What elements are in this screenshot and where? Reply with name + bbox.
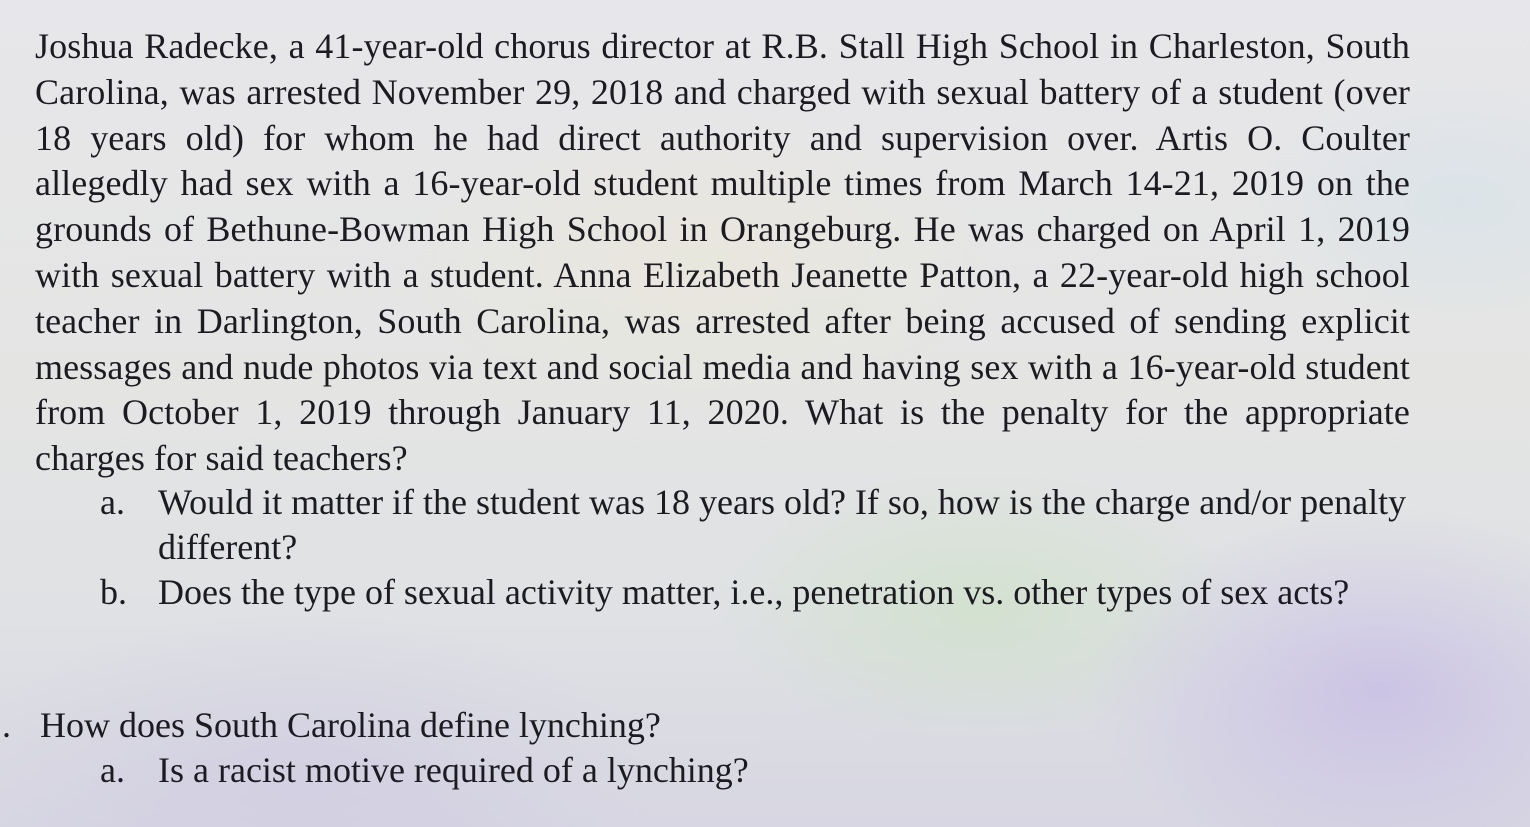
question-2-subquestion-a-letter: a. [100, 750, 125, 790]
subquestion-a-letter: a. [100, 482, 125, 522]
subquestion-b-text: Does the type of sexual activity matter, i.e., penetration vs. other types of sex acts? [158, 572, 1350, 612]
question-1-paragraph: Joshua Radecke, a 41-year-old chorus director at R.B. Stall High School in Charleston, South Carolina, was arrested November 29, 2018 and charged with sexual battery of a student (over 18 years old) for whom he had direct authority and supervision over. Artis O. Coulter allegedly had sex with a 16-year-old student multiple times from March 14-21, 2019 on the grounds of Bethune-Bowman High School in Orangeburg. He was charged on April 1, 2019 with sexual battery with a student. Anna Elizabeth Jeanette Patton, a 22-year-old high school teacher in Darlington, South Carolina, was arrested after being accused of sending explicit messages and nude photos via text and social media and having sex with a 16-year-old student from October 1, 2019 through January 11, 2020. What is the penalty for the appropriate charges for said teachers? [35, 26, 1410, 479]
question-2-text: How does South Carolina define lynching? [40, 705, 661, 745]
subquestion-a-text: Would it matter if the student was 18 years old? If so, how is the charge and/or penalty different? [158, 482, 1407, 567]
question-2-subquestion-a-text: Is a racist motive required of a lynching? [158, 750, 749, 790]
question-2-marker: . [2, 705, 11, 745]
subquestion-b-letter: b. [100, 572, 127, 612]
